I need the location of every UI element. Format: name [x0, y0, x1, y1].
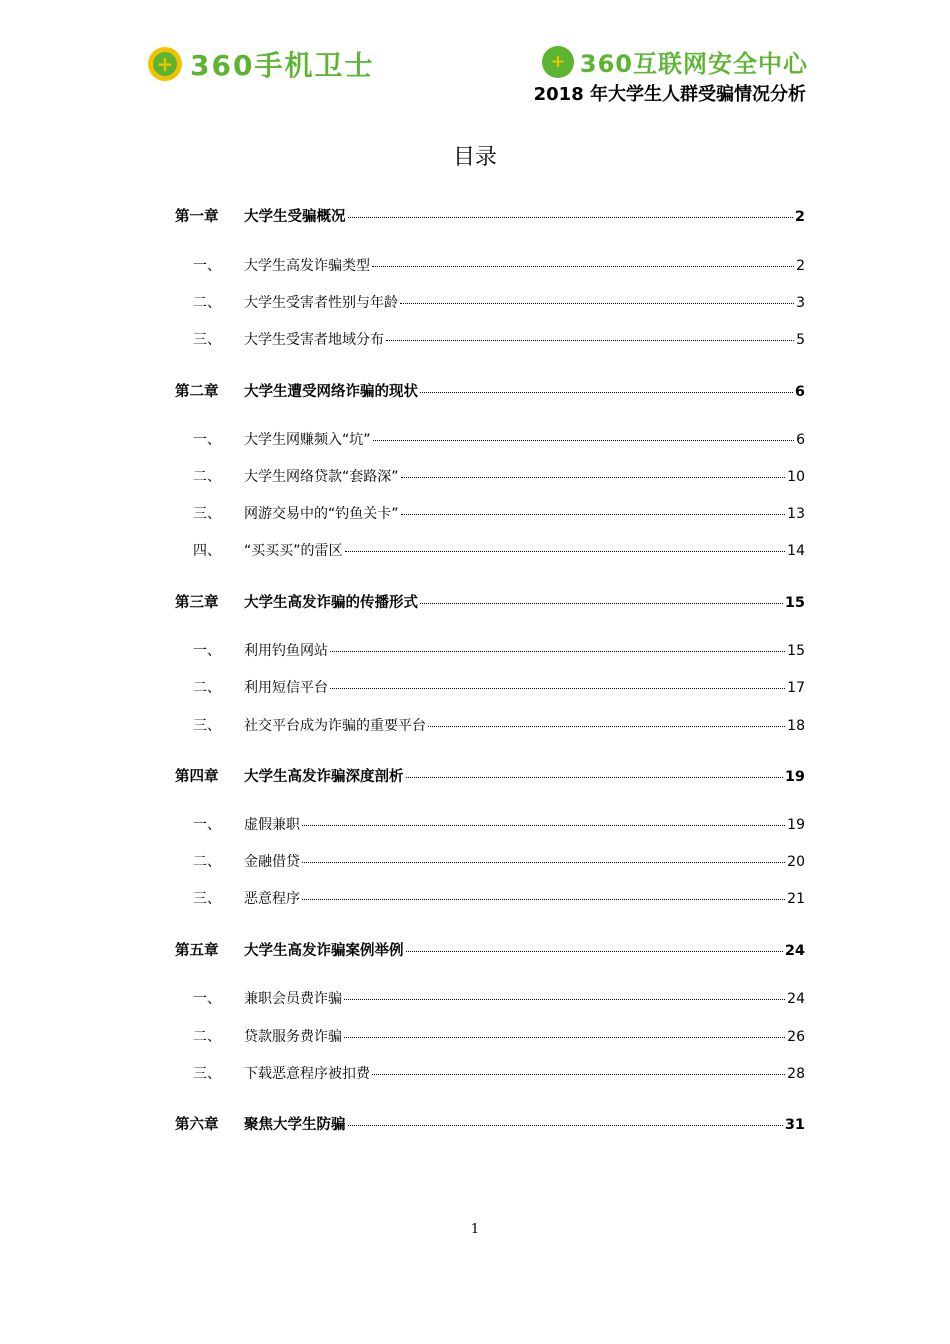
toc-dot-leader — [386, 340, 794, 341]
toc-dot-leader — [420, 603, 783, 604]
toc-entry-page: 10 — [787, 469, 805, 485]
toc-entry-label: 大学生高发诈骗的传播形式 — [244, 595, 418, 611]
globe-laurel-icon: + — [542, 46, 574, 78]
toc-entry-number: 三、 — [193, 891, 221, 907]
toc-entry-number: 二、 — [193, 854, 221, 870]
toc-entry-page: 24 — [787, 991, 805, 1007]
toc-dot-leader — [401, 514, 786, 515]
toc-dot-leader — [406, 777, 783, 778]
toc-chapter-entry[interactable] — [175, 1113, 805, 1133]
toc-entry-page: 15 — [784, 595, 805, 611]
toc-entry-page: 18 — [787, 718, 805, 734]
toc-chapter-entry[interactable] — [175, 591, 805, 611]
toc-section-entry[interactable] — [175, 466, 805, 486]
toc-entry-label: 贷款服务费诈骗 — [244, 1029, 342, 1045]
toc-section-entry[interactable] — [175, 1026, 805, 1046]
toc-dot-leader — [372, 1074, 785, 1075]
toc-entry-label: 大学生网赚频入“坑” — [244, 432, 371, 448]
toc-entry-number: 二、 — [193, 680, 221, 696]
toc-dot-leader — [302, 825, 785, 826]
right-logo-text: 360互联网安全中心 — [579, 50, 808, 78]
toc-entry-page: 19 — [784, 769, 805, 785]
toc-section-entry[interactable] — [175, 429, 805, 449]
toc-entry-label: 网游交易中的“钓鱼关卡” — [244, 506, 399, 522]
toc-section-entry[interactable] — [175, 503, 805, 523]
toc-entry-page: 5 — [796, 332, 805, 348]
toc-entry-page: 17 — [787, 680, 805, 696]
toc-section-entry[interactable] — [175, 851, 805, 871]
toc-entry-label: “买买买”的雷区 — [244, 543, 343, 559]
toc-entry-number: 第三章 — [175, 595, 219, 611]
toc-entry-label: 大学生高发诈骗深度剖析 — [244, 769, 404, 785]
toc-entry-label: 大学生受骗概况 — [244, 209, 346, 225]
toc-chapter-entry[interactable] — [175, 205, 805, 225]
toc-section-entry[interactable] — [175, 255, 805, 275]
toc-entry-number: 三、 — [193, 332, 221, 348]
toc-entry-page: 21 — [787, 891, 805, 907]
toc-dot-leader — [302, 899, 785, 900]
toc-entry-number: 第六章 — [175, 1117, 219, 1133]
toc-entry-number: 三、 — [193, 1066, 221, 1082]
toc-entry-label: 下载恶意程序被扣费 — [244, 1066, 370, 1082]
toc-entry-label: 大学生遭受网络诈骗的现状 — [244, 384, 418, 400]
360-internet-security-center-logo — [542, 44, 808, 79]
toc-entry-page: 6 — [794, 384, 805, 400]
toc-dot-leader — [348, 217, 793, 218]
toc-entry-label: 大学生受害者性别与年龄 — [244, 295, 398, 311]
toc-dot-leader — [302, 862, 785, 863]
toc-entry-label: 大学生高发诈骗类型 — [244, 258, 370, 274]
360-mobile-guard-logo — [148, 44, 374, 84]
toc-entry-number: 三、 — [193, 718, 221, 734]
toc-entry-number: 一、 — [193, 817, 221, 833]
page-number: 1 — [470, 1222, 480, 1237]
toc-entry-page: 6 — [796, 432, 805, 448]
toc-section-entry[interactable] — [175, 292, 805, 312]
toc-section-entry[interactable] — [175, 677, 805, 697]
toc-entry-page: 15 — [787, 643, 805, 659]
toc-entry-label: 大学生高发诈骗案例举例 — [244, 943, 404, 959]
toc-dot-leader — [401, 477, 786, 478]
toc-entry-label: 金融借贷 — [244, 854, 300, 870]
toc-dot-leader — [344, 1037, 785, 1038]
toc-entry-number: 二、 — [193, 1029, 221, 1045]
toc-entry-label: 利用短信平台 — [244, 680, 328, 696]
toc-entry-page: 31 — [784, 1117, 805, 1133]
toc-entry-number: 第五章 — [175, 943, 219, 959]
toc-entry-page: 28 — [787, 1066, 805, 1082]
toc-entry-page: 19 — [787, 817, 805, 833]
toc-entry-number: 一、 — [193, 258, 221, 274]
toc-dot-leader — [428, 726, 785, 727]
toc-entry-number: 一、 — [193, 991, 221, 1007]
toc-entry-number: 第一章 — [175, 209, 219, 225]
toc-chapter-entry[interactable] — [175, 380, 805, 400]
toc-section-entry[interactable] — [175, 1063, 805, 1083]
toc-dot-leader — [400, 303, 794, 304]
toc-title: 目录 — [452, 145, 497, 170]
toc-section-entry[interactable] — [175, 640, 805, 660]
toc-dot-leader — [345, 551, 786, 552]
toc-entry-number: 一、 — [193, 432, 221, 448]
toc-entry-label: 大学生网络贷款“套路深” — [244, 469, 399, 485]
toc-entry-page: 3 — [796, 295, 805, 311]
toc-entry-page: 14 — [787, 543, 805, 559]
toc-section-entry[interactable] — [175, 715, 805, 735]
toc-entry-number: 四、 — [193, 543, 221, 559]
toc-entry-page: 26 — [787, 1029, 805, 1045]
toc-entry-label: 利用钓鱼网站 — [244, 643, 328, 659]
toc-entry-page: 2 — [796, 258, 805, 274]
toc-entry-page: 24 — [784, 943, 805, 959]
toc-entry-number: 第二章 — [175, 384, 219, 400]
left-logo-text: 360手机卫士 — [190, 49, 375, 82]
toc-entry-page: 20 — [787, 854, 805, 870]
toc-section-entry[interactable] — [175, 888, 805, 908]
toc-entry-number: 二、 — [193, 469, 221, 485]
page-header — [0, 0, 950, 110]
toc-entry-number: 一、 — [193, 643, 221, 659]
toc-dot-leader — [372, 266, 794, 267]
toc-entry-label: 恶意程序 — [244, 891, 300, 907]
toc-entry-page: 2 — [794, 209, 805, 225]
toc-entry-number: 第四章 — [175, 769, 219, 785]
toc-entry-label: 社交平台成为诈骗的重要平台 — [244, 718, 426, 734]
plus-shield-icon: + — [148, 47, 182, 81]
toc-section-entry[interactable] — [175, 540, 805, 560]
toc-entry-number: 二、 — [193, 295, 221, 311]
toc-entry-label: 虚假兼职 — [244, 817, 300, 833]
toc-dot-leader — [330, 688, 785, 689]
toc-dot-leader — [406, 951, 783, 952]
toc-dot-leader — [373, 440, 795, 441]
toc-section-entry[interactable] — [175, 329, 805, 349]
toc-chapter-entry[interactable] — [175, 939, 805, 959]
toc-dot-leader — [344, 999, 785, 1000]
toc-dot-leader — [420, 392, 793, 393]
toc-entry-label: 聚焦大学生防骗 — [244, 1117, 346, 1133]
report-title: 2018 年大学生人群受骗情况分析 — [533, 84, 806, 105]
toc-entry-page: 13 — [787, 506, 805, 522]
toc-entry-label: 兼职会员费诈骗 — [244, 991, 342, 1007]
toc-section-entry[interactable] — [175, 988, 805, 1008]
toc-dot-leader — [348, 1125, 783, 1126]
toc-entry-number: 三、 — [193, 506, 221, 522]
toc-dot-leader — [330, 651, 785, 652]
toc-section-entry[interactable] — [175, 814, 805, 834]
toc-chapter-entry[interactable] — [175, 765, 805, 785]
toc-entry-label: 大学生受害者地域分布 — [244, 332, 384, 348]
